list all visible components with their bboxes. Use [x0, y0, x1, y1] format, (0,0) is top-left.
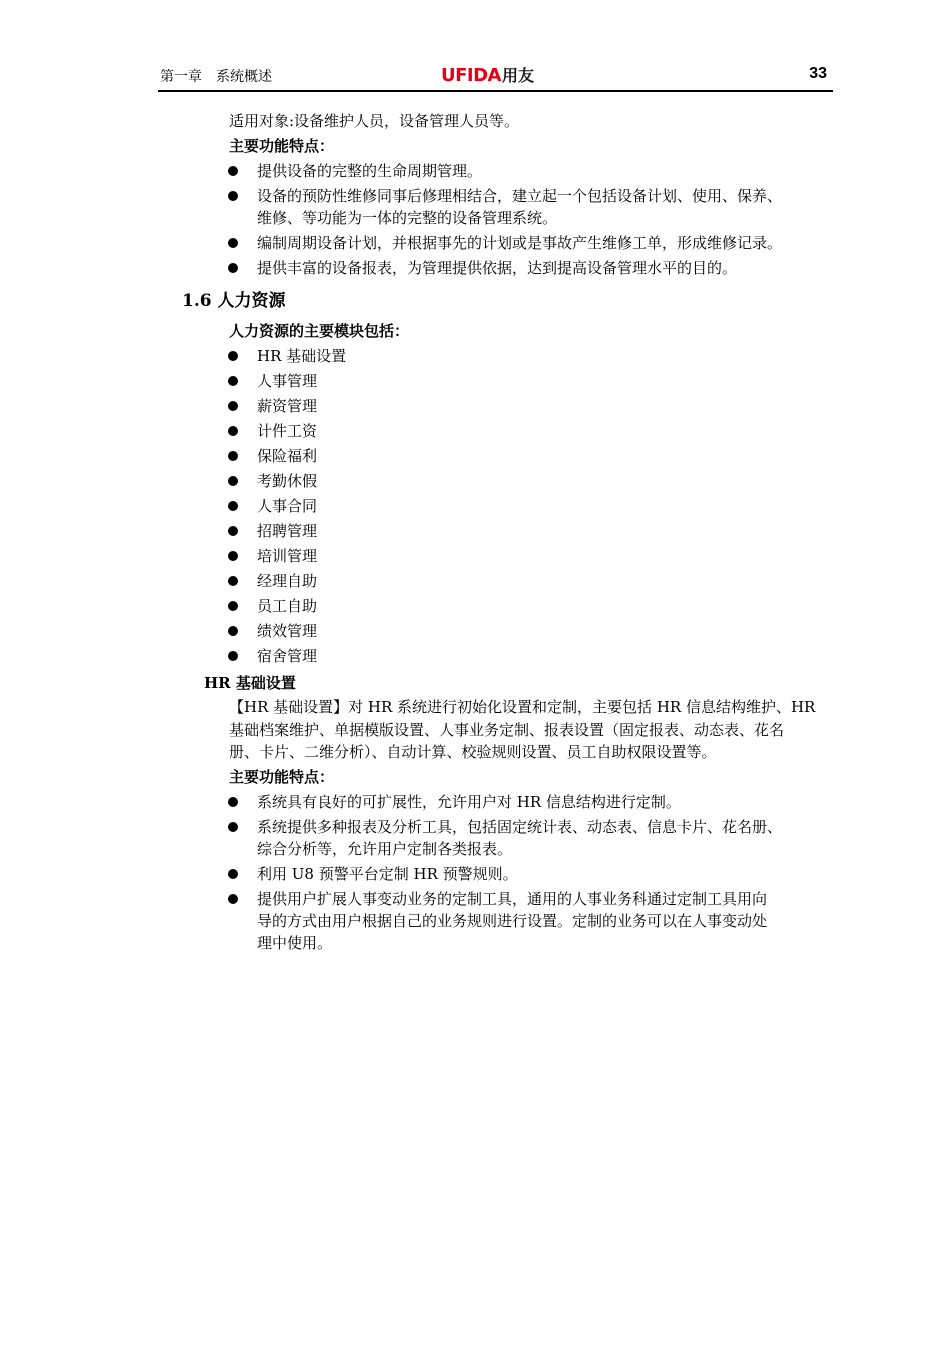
hr-module-item: HR 基础设置 — [257, 347, 347, 365]
bullet-icon — [228, 651, 238, 661]
bullet-icon — [228, 476, 238, 486]
hr-module-item: 计件工资 — [257, 422, 318, 440]
bullet-icon — [228, 822, 238, 832]
equipment-feature-2-line-2: 维修、等功能为一体的完整的设备管理系统。 — [257, 209, 558, 227]
bullet-icon — [228, 501, 238, 511]
hr-modules-heading: 人力资源的主要模块包括： — [229, 322, 410, 340]
page-number: 33 — [809, 65, 827, 82]
bullet-icon — [228, 451, 238, 461]
bullet-icon — [228, 166, 238, 176]
hr-module-item: 宿舍管理 — [257, 647, 318, 665]
hr-module-item: 考勤休假 — [257, 472, 318, 490]
equipment-features-heading: 主要功能特点： — [229, 137, 335, 155]
chapter-title: 第一章 系统概述 — [160, 69, 272, 85]
bullet-icon — [228, 376, 238, 386]
bullet-icon — [228, 238, 238, 248]
hr-module-item: 薪资管理 — [257, 397, 318, 415]
hr-feature-1: 系统具有良好的可扩展性，允许用户对 HR 信息结构进行定制。 — [257, 793, 681, 811]
bullet-icon — [228, 894, 238, 904]
section-title-hr: 1.6 人力资源 — [182, 291, 286, 311]
hr-module-item: 招聘管理 — [257, 522, 318, 540]
hr-module-item: 培训管理 — [257, 547, 318, 565]
hr-feature-4-line-2: 导的方式由用户根据自己的业务规则进行设置。定制的业务可以在人事变动处 — [257, 912, 768, 930]
brand-name-cn: 用友 — [501, 66, 534, 85]
bullet-icon — [228, 191, 238, 201]
target-users-text: 适用对象:设备维护人员，设备管理人员等。 — [229, 112, 520, 130]
bullet-icon — [228, 401, 238, 411]
hr-module-item: 人事管理 — [257, 372, 318, 390]
page-header — [158, 62, 833, 92]
bullet-icon — [228, 601, 238, 611]
hr-basic-setup-desc-line-3: 册、卡片、二维分析）、自动计算、校验规则设置、员工自助权限设置等。 — [229, 743, 717, 761]
bullet-icon — [228, 263, 238, 273]
bullet-icon — [228, 426, 238, 436]
bullet-icon — [228, 797, 238, 807]
hr-module-item: 经理自助 — [257, 572, 318, 590]
hr-module-item: 绩效管理 — [257, 622, 318, 640]
hr-features-heading: 主要功能特点： — [229, 768, 335, 786]
hr-feature-2-line-2: 综合分析等，允许用户定制各类报表。 — [257, 840, 513, 858]
hr-feature-4-line-3: 理中使用。 — [257, 934, 333, 952]
bullet-icon — [228, 576, 238, 586]
equipment-feature-3: 编制周期设备计划，并根据事先的计划或是事故产生维修工单，形成维修记录。 — [257, 234, 783, 252]
brand-name: UFIDA — [441, 65, 501, 86]
bullet-icon — [228, 869, 238, 879]
bullet-icon — [228, 351, 238, 361]
hr-module-item: 人事合同 — [257, 497, 318, 515]
hr-module-item: 员工自助 — [257, 597, 318, 615]
bullet-icon — [228, 626, 238, 636]
hr-module-item: 保险福利 — [257, 447, 318, 465]
hr-basic-setup-desc-line-1: 【HR 基础设置】对 HR 系统进行初始化设置和定制，主要包括 HR 信息结构维护、HR — [229, 698, 816, 716]
hr-basic-setup-desc-line-2: 基础档案维护、单据模版设置、人事业务定制、报表设置（固定报表、动态表、花名 — [229, 721, 785, 739]
hr-basic-setup-heading: HR 基础设置 — [204, 674, 296, 692]
hr-feature-3: 利用 U8 预警平台定制 HR 预警规则。 — [257, 865, 518, 883]
equipment-feature-4: 提供丰富的设备报表，为管理提供依据，达到提高设备管理水平的目的。 — [257, 259, 738, 277]
ufida-logo — [441, 63, 534, 86]
bullet-icon — [228, 526, 238, 536]
equipment-feature-2-line-1: 设备的预防性维修同事后修理相结合，建立起一个包括设备计划、使用、保养、 — [257, 187, 783, 205]
hr-feature-4-line-1: 提供用户扩展人事变动业务的定制工具，通用的人事业务科通过定制工具用向 — [257, 890, 768, 908]
hr-feature-2-line-1: 系统提供多种报表及分析工具，包括固定统计表、动态表、信息卡片、花名册、 — [257, 818, 783, 836]
bullet-icon — [228, 551, 238, 561]
equipment-feature-1: 提供设备的完整的生命周期管理。 — [257, 162, 483, 180]
